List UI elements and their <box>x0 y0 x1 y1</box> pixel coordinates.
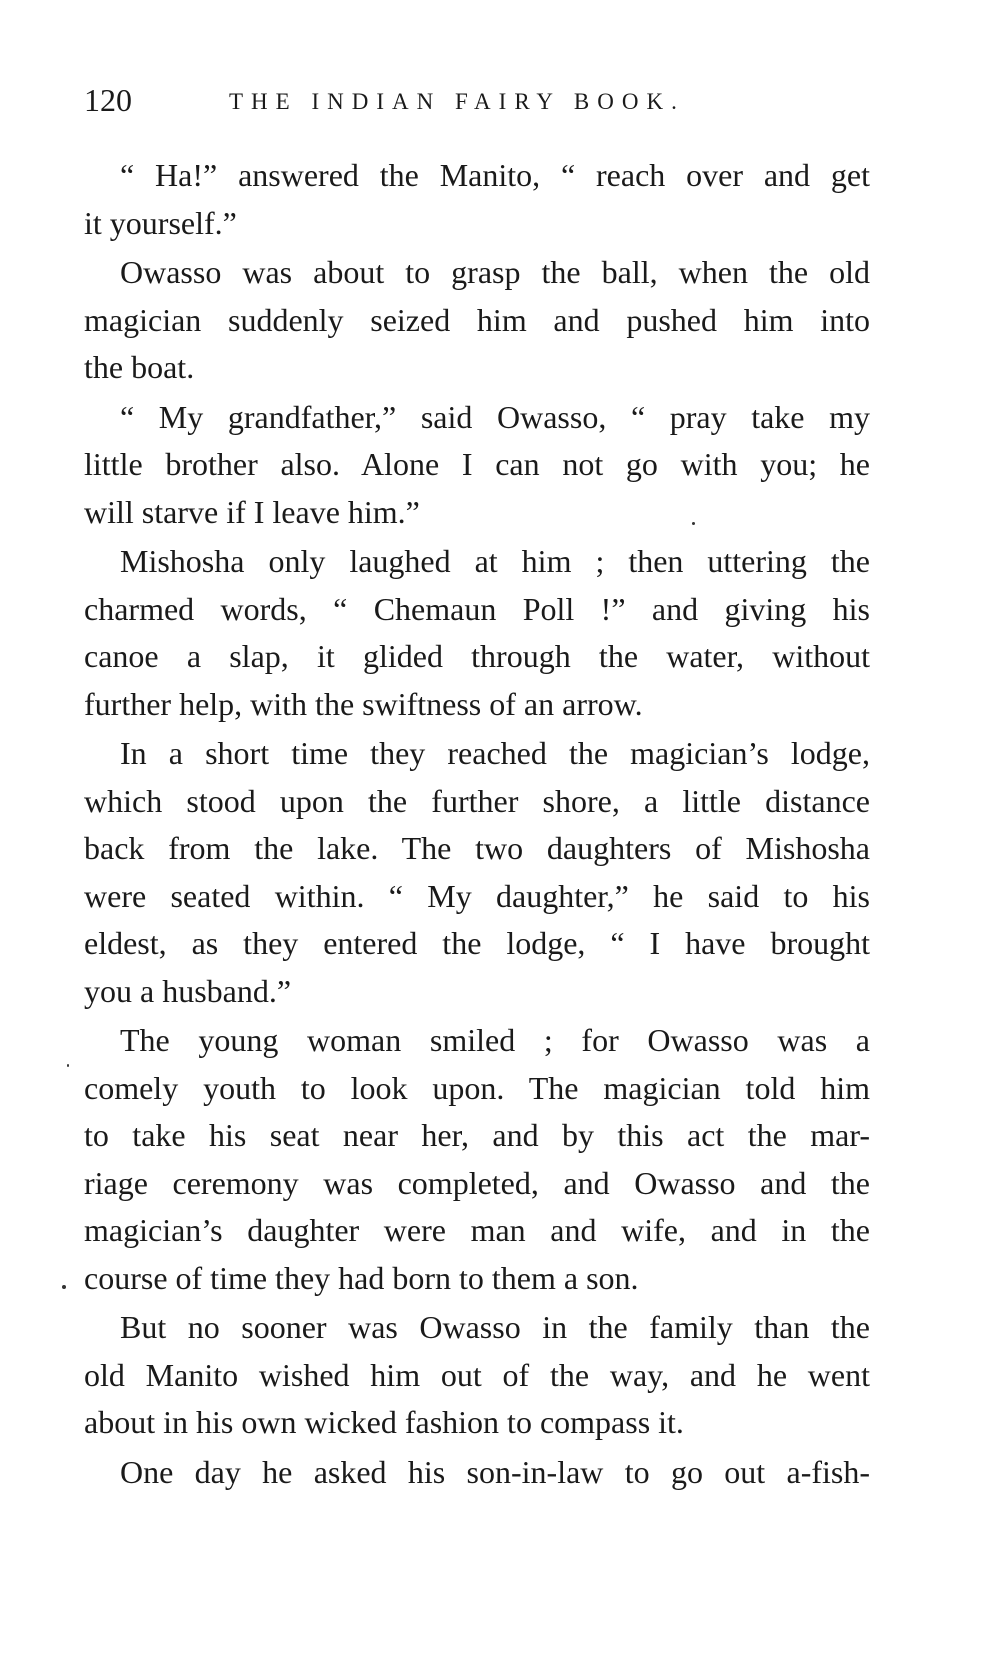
text-line: about in his own wicked fashion to compass it. <box>84 1404 684 1440</box>
text-line: “ My grandfather,” said Owasso, “ pray take my <box>120 398 870 435</box>
page-header <box>84 78 884 122</box>
text-line: which stood upon the further shore, a little distance <box>84 782 870 819</box>
text-line: One day he asked his son-in-law to go out a-fish- <box>120 1453 870 1490</box>
text-line: Owasso was about to grasp the ball, when the old <box>120 254 870 290</box>
text-line: eldest, as they entered the lodge, “ I have brought <box>84 925 870 961</box>
page-number: 120 <box>84 82 132 118</box>
text-line: to take his seat near her, and by this act the mar- <box>84 1117 870 1153</box>
text-line: back from the lake. The two daughters of Mishosha <box>84 830 870 866</box>
text-line: charmed words, “ Chemaun Poll !” and giving his <box>84 590 870 627</box>
text-line: The young woman smiled ; for Owasso was a <box>120 1022 870 1058</box>
text-line: magician suddenly seized him and pushed him into <box>84 301 870 338</box>
text-line: But no sooner was Owasso in the family than the <box>120 1309 870 1345</box>
text-line: were seated within. “ My daughter,” he said to his <box>84 877 870 914</box>
text-line: the boat. <box>84 349 195 385</box>
print-speck <box>62 1285 66 1289</box>
text-line: comely youth to look upon. The magician told him <box>84 1069 870 1106</box>
text-line: course of time they had born to them a son. <box>84 1259 639 1296</box>
text-line: little brother also. Alone I can not go with you; he <box>84 446 870 482</box>
paragraph <box>84 152 870 247</box>
paragraph <box>84 1304 870 1447</box>
print-speck <box>692 522 695 525</box>
text-line: canoe a slap, it glided through the water, without <box>84 638 870 674</box>
text-line: Mishosha only laughed at him ; then uttering the <box>120 543 870 579</box>
text-line: further help, with the swiftness of an arrow. <box>84 685 643 722</box>
paragraph <box>84 1017 870 1302</box>
paragraph <box>84 538 870 728</box>
running-title: THE INDIAN FAIRY BOOK. <box>229 89 685 114</box>
body-text <box>84 152 870 1498</box>
paragraph <box>84 1449 870 1497</box>
paragraph <box>84 730 870 1015</box>
text-line: will starve if I leave him.” <box>84 493 420 530</box>
text-line: old Manito wished him out of the way, and he went <box>84 1356 870 1393</box>
text-line: “ Ha!” answered the Manito, “ reach over and get <box>120 157 870 193</box>
text-line: riage ceremony was completed, and Owasso and the <box>84 1164 870 1201</box>
text-line: you a husband.” <box>84 972 292 1009</box>
print-speck <box>67 1064 69 1067</box>
text-line: In a short time they reached the magician’s lodge, <box>120 735 870 771</box>
text-line: magician’s daughter were man and wife, and in the <box>84 1212 870 1248</box>
paragraph <box>84 249 870 392</box>
text-line: it yourself.” <box>84 204 237 241</box>
paragraph <box>84 394 870 537</box>
